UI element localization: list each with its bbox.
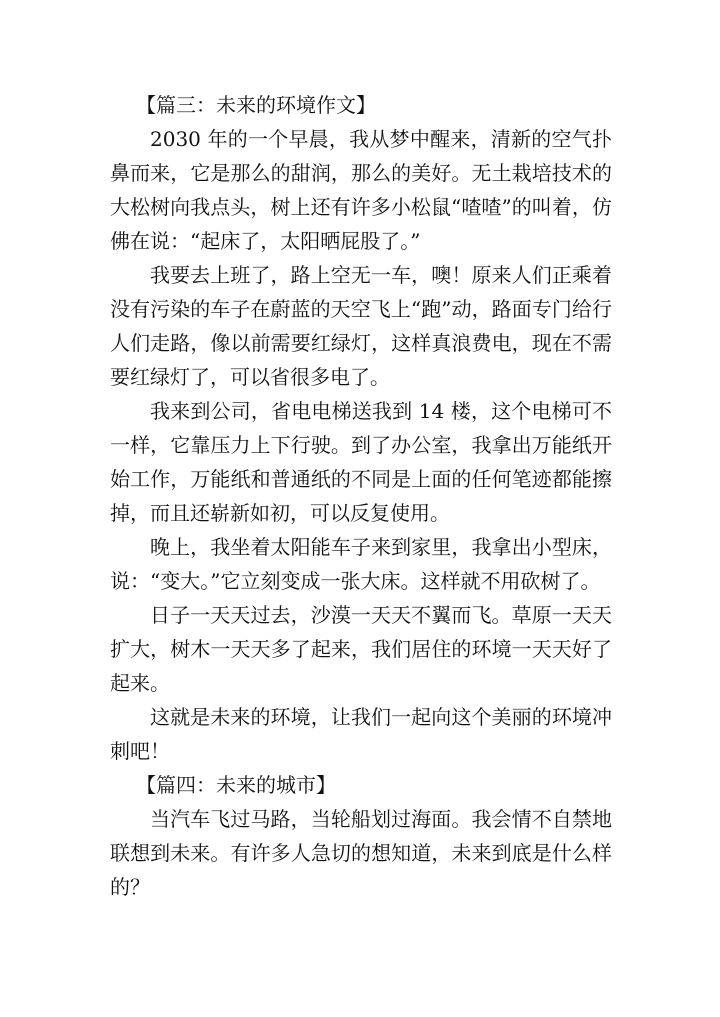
paragraph: 当汽车飞过马路，当轮船划过海面。我会情不自禁地联想到未来。有许多人急切的想知道，未来到底是什么样的？ (110, 807, 612, 899)
document-body (110, 88, 612, 904)
paragraph: 我来到公司，省电电梯送我到 14 楼，这个电梯可不一样，它靠压力上下行驶。到了办公室，我拿出万能纸开始工作，万能纸和普通纸的不同是上面的任何笔迹都能擦掉，而且还崭新如初，可以反复使用。 (110, 399, 612, 525)
section-heading: 【篇四：未来的城市】 (136, 773, 336, 797)
paragraph: 我要去上班了，路上空无一车，噢！原来人们正乘着没有污染的车子在蔚蓝的天空飞上“跑”动，路面专门给行人们走路，像以前需要红绿灯，这样真浪费电，现在不需要红绿灯了，可以省很多电了。 (110, 263, 612, 389)
section-heading: 【篇三：未来的环境作文】 (136, 93, 376, 117)
paragraph: 晚上，我坐着太阳能车子来到家里，我拿出小型床，说：“变大。”它立刻变成一张大床。这样就不用砍树了。 (110, 535, 612, 593)
paragraph: 日子一天天过去，沙漠一天天不翼而飞。草原一天天扩大，树木一天天多了起来，我们居住的环境一天天好了起来。 (110, 603, 612, 695)
paragraph: 2030 年的一个早晨，我从梦中醒来，清新的空气扑鼻而来，它是那么的甜润，那么的美好。无土栽培技术的大松树向我点头，树上还有许多小松鼠“喳喳”的叫着，仿佛在说：“起床了，太阳晒屁股了。” (110, 127, 612, 253)
paragraph: 这就是未来的环境，让我们一起向这个美丽的环境冲刺吧！ (110, 705, 612, 763)
